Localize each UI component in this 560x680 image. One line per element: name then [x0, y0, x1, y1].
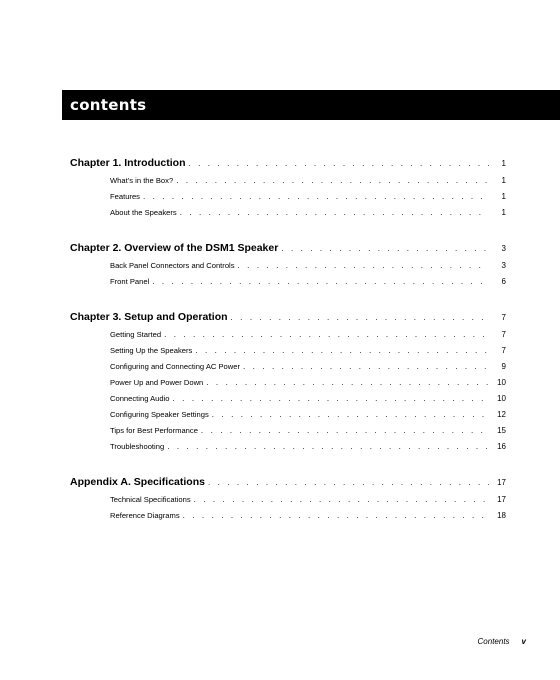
toc-chapter-title: Chapter 1. Introduction [70, 157, 186, 169]
toc-entry-title: Features [110, 192, 140, 201]
toc-chapter [70, 150, 506, 224]
page-footer [440, 637, 526, 646]
toc-page-number: 7 [501, 312, 506, 322]
toc-entry-link[interactable] [70, 362, 506, 378]
toc-entry-link[interactable] [70, 495, 506, 511]
footer-page-number: v [521, 637, 526, 646]
toc-page-number: 9 [501, 362, 506, 371]
toc-page-number: 18 [497, 511, 506, 520]
toc-entry-title: Tips for Best Performance [110, 426, 198, 435]
dot-leader [189, 159, 490, 168]
dot-leader [176, 176, 489, 185]
toc-page-number: 3 [501, 243, 506, 253]
dot-leader [212, 410, 489, 419]
table-of-contents [70, 150, 506, 538]
footer-section-label: Contents [477, 637, 510, 646]
toc-entry-link[interactable] [70, 346, 506, 362]
toc-chapter-title: Appendix A. Specifications [70, 476, 205, 488]
toc-entry-link[interactable] [70, 208, 506, 224]
dot-leader [231, 313, 489, 322]
dot-leader [167, 442, 489, 451]
dot-leader [194, 495, 489, 504]
toc-entry-link[interactable] [70, 277, 506, 293]
dot-leader [206, 378, 489, 387]
toc-entry-title: What’s in the Box? [110, 176, 174, 185]
toc-entry-link[interactable] [70, 330, 506, 346]
toc-entry-link[interactable] [70, 378, 506, 394]
dot-leader [164, 330, 489, 339]
toc-entry-link[interactable] [70, 511, 506, 527]
toc-chapter [70, 304, 506, 458]
toc-entry-title: Power Up and Power Down [110, 378, 204, 387]
toc-chapter-title: Chapter 3. Setup and Operation [70, 311, 228, 323]
toc-entry-title: Getting Started [110, 330, 162, 339]
toc-entry-title: Configuring Speaker Settings [110, 410, 209, 419]
page-title: contents [70, 96, 147, 114]
toc-chapter [70, 469, 506, 527]
dot-leader [243, 362, 489, 371]
toc-entry-title: Technical Specifications [110, 495, 191, 504]
toc-page-number: 1 [501, 208, 506, 217]
toc-page-number: 1 [501, 192, 506, 201]
toc-entry-title: Configuring and Connecting AC Power [110, 362, 241, 371]
toc-page-number: 15 [497, 426, 506, 435]
toc-entry-title: Reference Diagrams [110, 511, 180, 520]
toc-chapter-link[interactable] [70, 150, 506, 176]
toc-chapter-title: Chapter 2. Overview of the DSM1 Speaker [70, 242, 279, 254]
toc-entry-link[interactable] [70, 192, 506, 208]
toc-entry-title: Back Panel Connectors and Controls [110, 261, 235, 270]
toc-chapter-link[interactable] [70, 304, 506, 330]
toc-entry-title: Connecting Audio [110, 394, 170, 403]
toc-entry-link[interactable] [70, 394, 506, 410]
dot-leader [208, 478, 489, 487]
toc-entry-title: About the Speakers [110, 208, 177, 217]
toc-entry-link[interactable] [70, 261, 506, 277]
contents-header-bar [62, 90, 560, 120]
toc-entry-link[interactable] [70, 442, 506, 458]
toc-chapter-link[interactable] [70, 235, 506, 261]
toc-page-number: 17 [497, 495, 506, 504]
toc-chapter-link[interactable] [70, 469, 506, 495]
toc-page-number: 7 [501, 330, 506, 339]
toc-page-number: 3 [501, 261, 506, 270]
toc-entry-title: Front Panel [110, 277, 150, 286]
dot-leader [183, 511, 489, 520]
toc-entry-link[interactable] [70, 426, 506, 442]
toc-page-number: 10 [497, 378, 506, 387]
toc-page-number: 17 [497, 477, 506, 487]
toc-entry-link[interactable] [70, 176, 506, 192]
dot-leader [152, 277, 489, 286]
toc-page-number: 6 [501, 277, 506, 286]
toc-entry-title: Troubleshooting [110, 442, 165, 451]
toc-page-number: 12 [497, 410, 506, 419]
toc-page-number: 16 [497, 442, 506, 451]
dot-leader [195, 346, 489, 355]
dot-leader [180, 208, 489, 217]
toc-entry-title: Setting Up the Speakers [110, 346, 193, 355]
dot-leader [201, 426, 489, 435]
dot-leader [281, 244, 489, 253]
dot-leader [238, 261, 489, 270]
dot-leader [143, 192, 489, 201]
dot-leader [173, 394, 489, 403]
toc-chapter [70, 235, 506, 293]
toc-page-number: 10 [497, 394, 506, 403]
toc-entry-link[interactable] [70, 410, 506, 426]
toc-page-number: 1 [501, 158, 506, 168]
toc-page-number: 1 [501, 176, 506, 185]
toc-page-number: 7 [501, 346, 506, 355]
